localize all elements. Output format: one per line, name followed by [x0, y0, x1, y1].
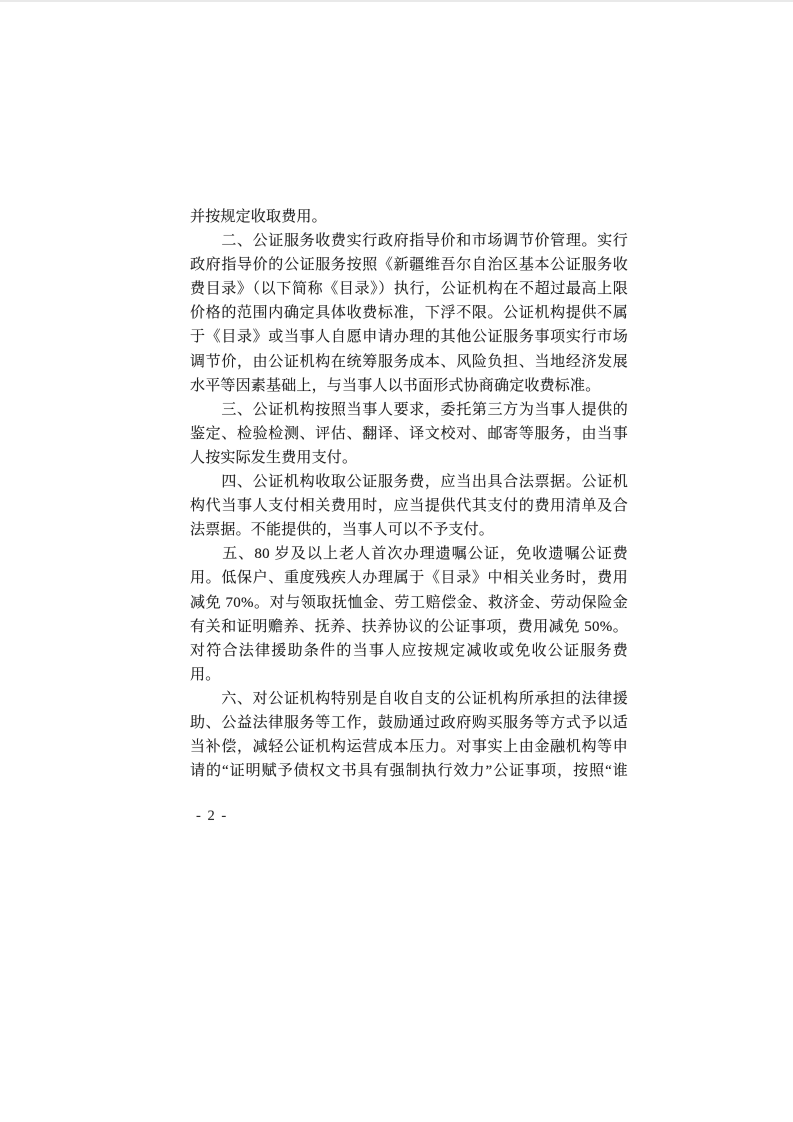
text-line: 对符合法律援助条件的当事人应按规定减收或免收公证服务费 [190, 642, 628, 659]
page-number: - 2 - [196, 808, 228, 824]
text-line: 人按实际发生费用支付。 [190, 449, 358, 466]
text-line: 用。 [190, 666, 221, 683]
text-line: 水平等因素基础上，与当事人以书面形式协商确定收费标准。 [190, 377, 601, 394]
text-line: 费目录》（以下简称《目录》）执行，公证机构在不超过最高上限 [190, 281, 628, 298]
text-line: 价格的范围内确定具体收费标准，下浮不限。公证机构提供不属 [190, 305, 628, 322]
text-line: 五、80 岁及以上老人首次办理遗嘱公证，免收遗嘱公证费 [190, 546, 628, 563]
text-line: 于《目录》或当事人自愿申请办理的其他公证服务事项实行市场 [190, 329, 628, 346]
text-line: 用。低保户、重度残疾人办理属于《目录》中相关业务时，费用 [190, 570, 628, 587]
text-line: 助、公益法律服务等工作，鼓励通过政府购买服务等方式予以适 [190, 714, 628, 731]
text-line: 法票据。不能提供的，当事人可以不予支付。 [190, 522, 495, 539]
text-line: 政府指导价的公证服务按照《新疆维吾尔自治区基本公证服务收 [190, 257, 628, 274]
text-line: 构代当事人支付相关费用时，应当提供代其支付的费用清单及合 [190, 498, 628, 515]
text-line: 请的“证明赋予债权文书具有强制执行效力”公证事项，按照“谁 [190, 763, 628, 780]
text-line: 三、公证机构按照当事人要求，委托第三方为当事人提供的 [190, 401, 628, 418]
text-line: 当补偿，减轻公证机构运营成本压力。对事实上由金融机构等申 [190, 739, 628, 756]
document-body [190, 205, 628, 783]
text-line: 四、公证机构收取公证服务费，应当出具合法票据。公证机 [190, 474, 628, 491]
text-line: 减免 70%。对与领取抚恤金、劳工赔偿金、救济金、劳动保险金 [190, 594, 628, 611]
text-line: 六、对公证机构特别是自收自支的公证机构所承担的法律援 [190, 690, 628, 707]
text-line: 二、公证服务收费实行政府指导价和市场调节价管理。实行 [190, 233, 628, 250]
scan-edge-artifact [0, 0, 793, 2]
text-line: 调节价，由公证机构在统筹服务成本、风险负担、当地经济发展 [190, 353, 628, 370]
text-line: 鉴定、检验检测、评估、翻译、译文校对、邮寄等服务，由当事 [190, 425, 628, 442]
text-line: 并按规定收取费用。 [190, 209, 327, 225]
text-line: 有关和证明赡养、抚养、扶养协议的公证事项，费用减免 50%。 [190, 618, 628, 635]
